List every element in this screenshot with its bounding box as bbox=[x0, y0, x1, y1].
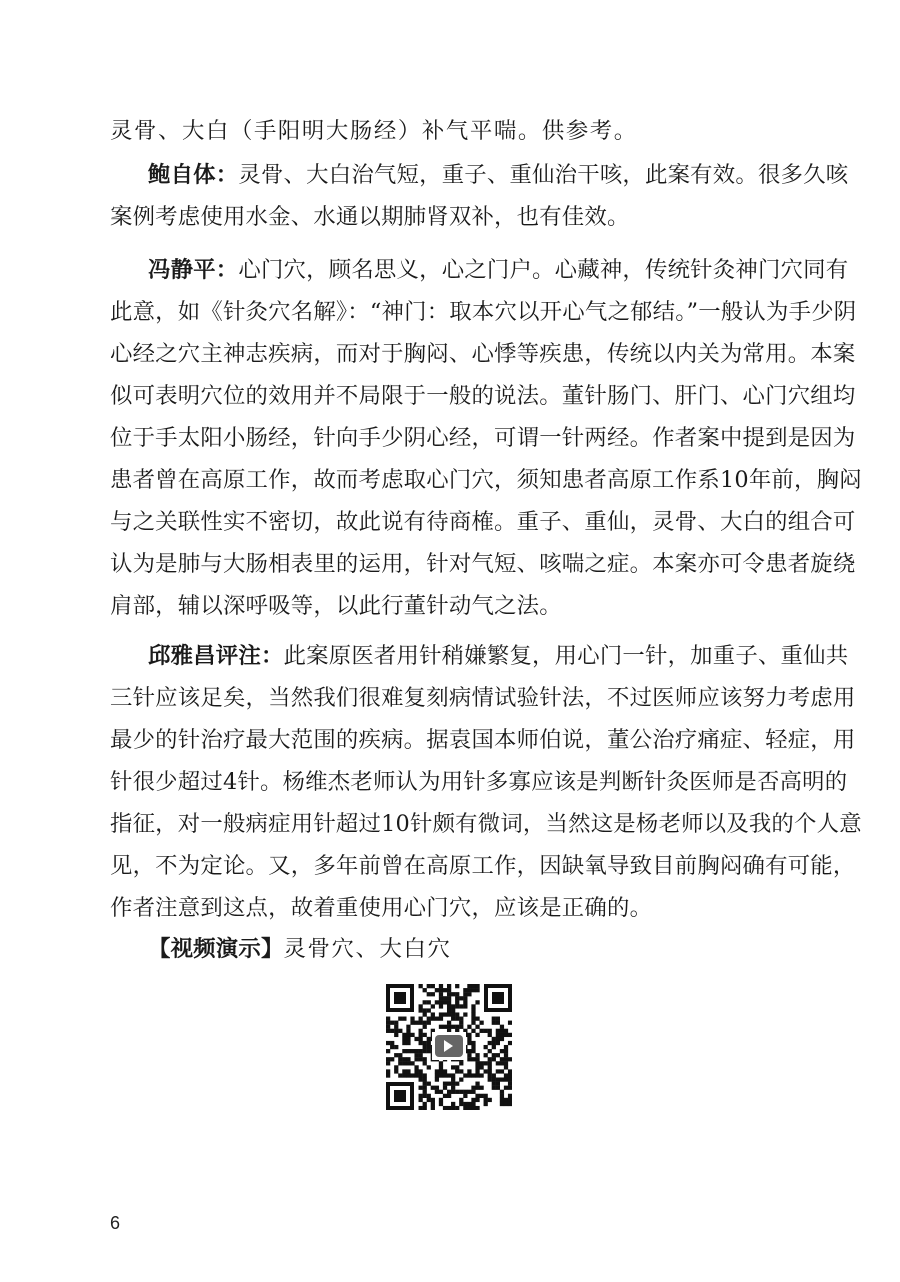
paragraph-line: 指征，对一般病症用针超过10针颇有微词，当然这是杨老师以及我的个人意 bbox=[110, 811, 862, 837]
paragraph-line: 灵骨、大白（手阳明大肠经）补气平喘。供参考。 bbox=[110, 118, 638, 144]
paragraph-line: 案例考虑使用水金、水通以期肺肾双补，也有佳效。 bbox=[110, 204, 630, 230]
comment-text: 心门穴，顾名思义，心之门户。心藏神，传统针灸神门穴同有 bbox=[238, 257, 849, 283]
video-caption bbox=[148, 934, 800, 964]
paragraph-line: 三针应该足矣，当然我们很难复刻病情试验针法，不过医师应该努力考虑用 bbox=[110, 685, 856, 711]
speaker-name: 鲍自体： bbox=[148, 162, 239, 188]
page-number: 6 bbox=[110, 1213, 121, 1233]
paragraph-line: 见，不为定论。又，多年前曾在高原工作，因缺氧导致目前胸闷确有可能， bbox=[110, 853, 856, 879]
comment-text: 此案原医者用针稍嫌繁复，用心门一针，加重子、重仙共 bbox=[283, 643, 849, 669]
paragraph-line: 似可表明穴位的效用并不局限于一般的说法。董针肠门、肝门、心门穴组均 bbox=[110, 383, 856, 409]
paragraph-line: 认为是肺与大肠相表里的运用，针对气短、咳喘之症。本案亦可令患者旋绕 bbox=[110, 551, 856, 577]
paragraph-line: 肩部，辅以深呼吸等，以此行董针动气之法。 bbox=[110, 593, 562, 619]
paragraph-line bbox=[148, 255, 849, 285]
paragraph-line: 患者曾在高原工作，故而考虑取心门穴，须知患者高原工作系10年前，胸闷 bbox=[110, 467, 862, 493]
speaker-name: 冯静平： bbox=[148, 257, 239, 283]
paragraph-line: 位于手太阳小肠经，针向手少阴心经，可谓一针两经。作者案中提到是因为 bbox=[110, 425, 856, 451]
qr-code[interactable] bbox=[386, 984, 512, 1110]
paragraph-line bbox=[148, 641, 849, 671]
paragraph-line: 作者注意到这点，故着重使用心门穴，应该是正确的。 bbox=[110, 895, 653, 921]
paragraph-line: 针很少超过4针。杨维杰老师认为用针多寡应该是判断针灸医师是否高明的 bbox=[110, 769, 848, 795]
paragraph-line: 此意，如《针灸穴名解》：“神门：取本穴以开心气之郁结。”一般认为手少阴 bbox=[110, 299, 857, 325]
paragraph-line: 心经之穴主神志疾病，而对于胸闷、心悸等疾患，传统以内关为常用。本案 bbox=[110, 341, 856, 367]
paragraph-line bbox=[148, 160, 849, 190]
video-label: 【视频演示】 bbox=[148, 936, 284, 962]
speaker-name: 邱雅昌评注： bbox=[148, 643, 284, 669]
comment-text: 灵骨、大白治气短，重子、重仙治干咳，此案有效。很多久咳 bbox=[238, 162, 849, 188]
video-camera-icon bbox=[435, 1035, 463, 1057]
video-title: 灵骨穴、大白穴 bbox=[283, 936, 452, 962]
paragraph-line: 最少的针治疗最大范围的疾病。据袁国本师伯说，董公治疗痛症、轻症，用 bbox=[110, 727, 856, 753]
paragraph-line: 与之关联性实不密切，故此说有待商榷。重子、重仙，灵骨、大白的组合可 bbox=[110, 509, 856, 535]
